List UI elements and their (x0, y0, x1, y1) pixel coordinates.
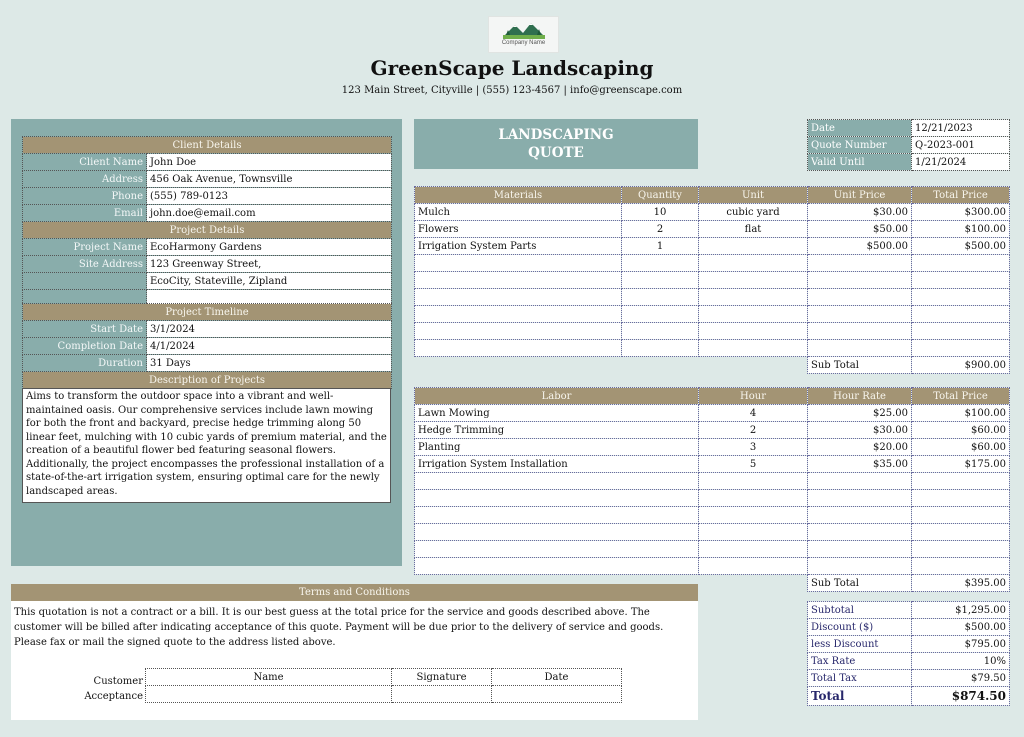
subtotal-label: Subtotal (808, 602, 912, 619)
labor-rate-cell[interactable]: $25.00 (808, 405, 912, 422)
material-unit-cell[interactable]: flat (699, 221, 808, 238)
table-row (415, 289, 1010, 306)
material-total-price-cell[interactable]: $500.00 (912, 238, 1010, 255)
table-row (415, 490, 1010, 507)
material-name-cell[interactable]: Flowers (415, 221, 622, 238)
table-row (415, 541, 1010, 558)
material-unit-price-cell[interactable] (808, 289, 912, 306)
labor-name-cell[interactable] (415, 558, 699, 575)
labor-rate-cell[interactable] (808, 507, 912, 524)
labor-name-cell[interactable]: Lawn Mowing (415, 405, 699, 422)
table-row (415, 422, 1010, 439)
labor-subtotal-label: Sub Total (808, 575, 912, 592)
quote-number-label: Quote Number (808, 137, 912, 154)
less-discount-value: $795.00 (912, 636, 1010, 653)
summary-table (807, 601, 1010, 706)
labor-rate-cell[interactable]: $30.00 (808, 422, 912, 439)
client-phone-field[interactable]: (555) 789-0123 (147, 188, 392, 205)
material-quantity-cell[interactable] (622, 289, 699, 306)
unit-price-col-header: Unit Price (808, 187, 912, 204)
labor-name-cell[interactable] (415, 541, 699, 558)
client-phone-label: Phone (23, 188, 147, 205)
client-address-label: Address (23, 171, 147, 188)
client-details-header: Client Details (23, 137, 392, 154)
labor-total-cell[interactable] (912, 558, 1010, 575)
labor-hour-cell[interactable]: 2 (699, 422, 808, 439)
company-title: GreenScape Landscaping (370, 56, 654, 80)
quote-number-field[interactable]: Q-2023-001 (912, 137, 1010, 154)
labor-name-cell[interactable] (415, 490, 699, 507)
labor-col-header: Labor (415, 388, 699, 405)
total-value: $874.50 (912, 687, 1010, 706)
material-unit-cell[interactable] (699, 323, 808, 340)
labor-rate-cell[interactable] (808, 524, 912, 541)
customer-acceptance-label (60, 674, 143, 704)
duration-field[interactable]: 31 Days (147, 355, 392, 372)
quantity-col-header: Quantity (622, 187, 699, 204)
customer-label-line2: Acceptance (84, 691, 143, 702)
client-email-field[interactable]: john.doe@email.com (147, 205, 392, 222)
labor-total-cell[interactable] (912, 473, 1010, 490)
acceptance-date-field[interactable] (492, 686, 622, 703)
material-unit-cell[interactable]: cubic yard (699, 204, 808, 221)
material-unit-price-cell[interactable] (808, 255, 912, 272)
labor-rate-cell[interactable] (808, 473, 912, 490)
material-unit-price-cell[interactable] (808, 306, 912, 323)
labor-total-cell[interactable] (912, 507, 1010, 524)
acceptance-signature-header: Signature (392, 669, 492, 686)
site-address-label: Site Address (23, 256, 147, 273)
quote-meta-table (807, 119, 1010, 171)
start-date-label: Start Date (23, 321, 147, 338)
material-total-price-cell[interactable] (912, 306, 1010, 323)
material-name-cell[interactable] (415, 289, 622, 306)
material-unit-cell[interactable] (699, 340, 808, 357)
quote-title-line1: LANDSCAPING (498, 127, 614, 143)
site-address-line2[interactable]: EcoCity, Stateville, Zipland (147, 273, 392, 290)
quote-title-line2: QUOTE (528, 145, 584, 161)
material-name-cell[interactable] (415, 306, 622, 323)
materials-table (414, 186, 1010, 374)
materials-subtotal-spacer (415, 357, 808, 374)
acceptance-name-field[interactable] (146, 686, 392, 703)
project-timeline-header: Project Timeline (23, 304, 392, 321)
labor-total-cell[interactable]: $100.00 (912, 405, 1010, 422)
table-row (415, 255, 1010, 272)
material-quantity-cell[interactable] (622, 272, 699, 289)
material-quantity-cell[interactable] (622, 323, 699, 340)
labor-name-cell[interactable] (415, 524, 699, 541)
material-name-cell[interactable] (415, 272, 622, 289)
company-logo (488, 16, 559, 53)
client-details-table (22, 136, 392, 307)
material-name-cell[interactable] (415, 340, 622, 357)
labor-hour-cell[interactable]: 4 (699, 405, 808, 422)
labor-total-cell[interactable] (912, 541, 1010, 558)
table-row (415, 507, 1010, 524)
acceptance-name-header: Name (146, 669, 392, 686)
labor-total-cell[interactable]: $60.00 (912, 439, 1010, 456)
logo-text: Company Name (501, 40, 546, 46)
materials-subtotal-value: $900.00 (912, 357, 1010, 374)
company-contact: 123 Main Street, Cityville | (555) 123-4567 | info@greenscape.com (341, 85, 683, 96)
materials-col-header: Materials (415, 187, 622, 204)
labor-hour-cell[interactable] (699, 558, 808, 575)
material-unit-price-cell[interactable]: $50.00 (808, 221, 912, 238)
hour-rate-col-header: Hour Rate (808, 388, 912, 405)
project-timeline-table (22, 303, 392, 389)
material-name-cell[interactable]: Mulch (415, 204, 622, 221)
client-name-field[interactable]: John Doe (147, 154, 392, 171)
material-unit-cell[interactable] (699, 272, 808, 289)
table-row (415, 323, 1010, 340)
material-name-cell[interactable] (415, 255, 622, 272)
tax-rate-label: Tax Rate (808, 653, 912, 670)
site-address-spacer (23, 273, 147, 290)
tax-rate-field[interactable]: 10% (912, 653, 1010, 670)
table-row (415, 439, 1010, 456)
table-row (415, 221, 1010, 238)
valid-until-field[interactable]: 1/21/2024 (912, 154, 1010, 171)
material-quantity-cell[interactable] (622, 306, 699, 323)
material-unit-cell[interactable] (699, 289, 808, 306)
acceptance-date-header: Date (492, 669, 622, 686)
labor-rate-cell[interactable] (808, 558, 912, 575)
client-email-label: Email (23, 205, 147, 222)
table-row (415, 558, 1010, 575)
completion-date-field[interactable]: 4/1/2024 (147, 338, 392, 355)
acceptance-table (145, 668, 622, 703)
labor-name-cell[interactable] (415, 507, 699, 524)
labor-hour-cell[interactable] (699, 473, 808, 490)
table-row (415, 238, 1010, 255)
labor-total-cell[interactable] (912, 490, 1010, 507)
labor-name-cell[interactable] (415, 473, 699, 490)
description-header: Description of Projects (23, 372, 392, 389)
site-address-line1[interactable]: 123 Greenway Street, (147, 256, 392, 273)
material-quantity-cell[interactable]: 10 (622, 204, 699, 221)
material-unit-price-cell[interactable] (808, 323, 912, 340)
table-row (415, 204, 1010, 221)
terms-text: This quotation is not a contract or a bill. It is our best guess at the total price for the service and goods described above. The customer will be billed after indicating acceptance of this quote. Payment will be due prior to the delivery of service and goods. Please fax or mail the signed quote to the address listed above. (14, 607, 664, 648)
total-tax-value: $79.50 (912, 670, 1010, 687)
materials-subtotal-label: Sub Total (808, 357, 912, 374)
material-total-price-cell[interactable] (912, 340, 1010, 357)
material-unit-price-cell[interactable] (808, 272, 912, 289)
terms-header: Terms and Conditions (11, 584, 698, 601)
project-name-label: Project Name (23, 239, 147, 256)
date-field[interactable]: 12/21/2023 (912, 120, 1010, 137)
project-details-header: Project Details (23, 222, 392, 239)
subtotal-value: $1,295.00 (912, 602, 1010, 619)
material-quantity-cell[interactable] (622, 340, 699, 357)
material-unit-cell[interactable] (699, 255, 808, 272)
material-total-price-cell[interactable] (912, 289, 1010, 306)
material-name-cell[interactable]: Irrigation System Parts (415, 238, 622, 255)
labor-subtotal-value: $395.00 (912, 575, 1010, 592)
labor-total-cell[interactable]: $175.00 (912, 456, 1010, 473)
total-tax-label: Total Tax (808, 670, 912, 687)
material-total-price-cell[interactable] (912, 323, 1010, 340)
labor-rate-cell[interactable]: $35.00 (808, 456, 912, 473)
material-total-price-cell[interactable] (912, 272, 1010, 289)
material-quantity-cell[interactable]: 2 (622, 221, 699, 238)
start-date-field[interactable]: 3/1/2024 (147, 321, 392, 338)
material-total-price-cell[interactable] (912, 255, 1010, 272)
quote-title (414, 119, 698, 169)
labor-hour-cell[interactable] (699, 490, 808, 507)
labor-hour-cell[interactable] (699, 524, 808, 541)
labor-hour-cell[interactable] (699, 541, 808, 558)
labor-name-cell[interactable]: Hedge Trimming (415, 422, 699, 439)
customer-label-line1: Customer (93, 676, 143, 687)
total-label: Total (808, 687, 912, 706)
material-unit-cell[interactable] (699, 306, 808, 323)
labor-name-cell[interactable]: Planting (415, 439, 699, 456)
discount-field[interactable]: $500.00 (912, 619, 1010, 636)
labor-name-cell[interactable]: Irrigation System Installation (415, 456, 699, 473)
material-total-price-cell[interactable]: $100.00 (912, 221, 1010, 238)
labor-rate-cell[interactable] (808, 490, 912, 507)
labor-total-cell[interactable] (912, 524, 1010, 541)
material-unit-cell[interactable] (699, 238, 808, 255)
table-row (415, 473, 1010, 490)
description-field[interactable]: Aims to transform the outdoor space into a vibrant and well-maintained oasis. Our comprehensive services include lawn mowing for both the front and backyard, precise hedge trimming along 50 linear feet, mulching with 10 cubic yards of premium material, and the creation of a beautiful flower bed featuring seasonal flowers. Additionally, the project encompasses the professional installation of a state-of-the-art irrigation system, ensuring optimal care for the newly landscaped areas. (22, 388, 391, 503)
table-row (415, 272, 1010, 289)
unit-col-header: Unit (699, 187, 808, 204)
table-row (415, 306, 1010, 323)
acceptance-signature-field[interactable] (392, 686, 492, 703)
material-quantity-cell[interactable] (622, 255, 699, 272)
labor-total-col-header: Total Price (912, 388, 1010, 405)
client-name-label: Client Name (23, 154, 147, 171)
table-row (415, 340, 1010, 357)
material-total-price-cell[interactable]: $300.00 (912, 204, 1010, 221)
discount-label: Discount ($) (808, 619, 912, 636)
table-row (415, 405, 1010, 422)
mountain-logo-icon (503, 21, 545, 39)
labor-hour-cell[interactable] (699, 507, 808, 524)
labor-total-cell[interactable]: $60.00 (912, 422, 1010, 439)
total-price-col-header: Total Price (912, 187, 1010, 204)
hour-col-header: Hour (699, 388, 808, 405)
material-unit-price-cell[interactable] (808, 340, 912, 357)
material-name-cell[interactable] (415, 323, 622, 340)
valid-until-label: Valid Until (808, 154, 912, 171)
labor-hour-cell[interactable]: 3 (699, 439, 808, 456)
project-name-field[interactable]: EcoHarmony Gardens (147, 239, 392, 256)
labor-rate-cell[interactable] (808, 541, 912, 558)
labor-rate-cell[interactable]: $20.00 (808, 439, 912, 456)
client-address-field[interactable]: 456 Oak Avenue, Townsville (147, 171, 392, 188)
material-quantity-cell[interactable]: 1 (622, 238, 699, 255)
labor-table (414, 387, 1010, 592)
table-row (415, 456, 1010, 473)
material-unit-price-cell[interactable]: $30.00 (808, 204, 912, 221)
duration-label: Duration (23, 355, 147, 372)
table-row (415, 524, 1010, 541)
labor-hour-cell[interactable]: 5 (699, 456, 808, 473)
date-label: Date (808, 120, 912, 137)
less-discount-label: less Discount (808, 636, 912, 653)
completion-date-label: Completion Date (23, 338, 147, 355)
material-unit-price-cell[interactable]: $500.00 (808, 238, 912, 255)
